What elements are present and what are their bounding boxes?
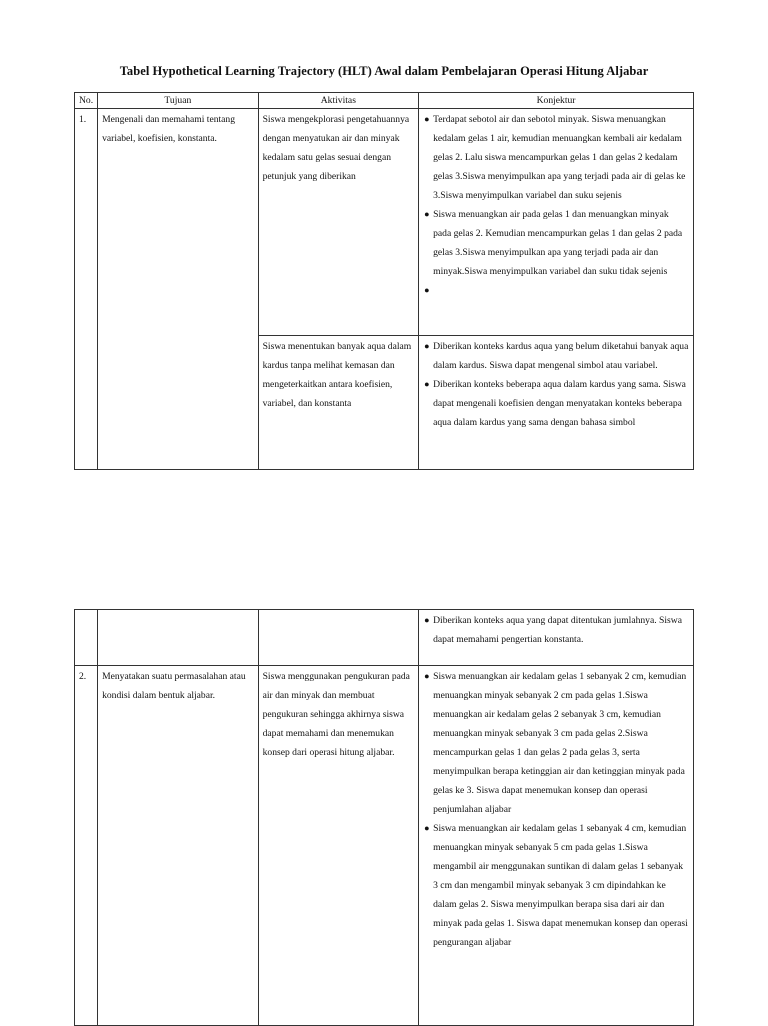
konjektur-list — [423, 110, 689, 300]
bullet-icon: ● — [424, 823, 430, 833]
hlt-table-page-2 — [74, 609, 694, 1026]
bullet-icon: ● — [424, 671, 430, 681]
list-item: ● Diberikan konteks beberapa aqua dalam kardus yang sama. Siswa dapat mengenali koefisien dengan menyatakan konteks beberapa aqua dalam kardus yang sama dengan bahasa simbol — [433, 375, 689, 432]
page-title: Tabel Hypothetical Learning Trajectory (HLT) Awal dalam Pembelajaran Operasi Hitung Aljabar — [119, 64, 649, 78]
konjektur-list — [423, 611, 689, 649]
bullet-icon: ● — [424, 615, 430, 625]
aktivitas-cell — [258, 610, 419, 666]
header-aktivitas: Aktivitas — [258, 93, 419, 109]
header-konjektur: Konjektur — [419, 93, 694, 109]
row-number: 1. — [75, 109, 98, 470]
tujuan-cell — [98, 610, 259, 666]
konjektur-cell — [419, 610, 694, 666]
aktivitas-cell: Siswa menggunakan pengukuran pada air dan minyak dan membuat pengukuran sehingga akhirnya siswa dapat memahami dan menemukan konsep dari operasi hitung aljabar. — [258, 666, 419, 1026]
list-item: ● Siswa menuangkan air pada gelas 1 dan menuangkan minyak pada gelas 2. Kemudian mencampurkan gelas 1 dan gelas 2 pada gelas 3.Siswa menyimpulkan apa yang terjadi pada air dan minyak.Siswa menyimpulkan variabel dan suku tidak sejenis — [433, 205, 689, 281]
bullet-icon: ● — [424, 341, 430, 351]
list-item: ● Terdapat sebotol air dan sebotol minyak. Siswa menuangkan kedalam gelas 1 air, kemudian menuangkan kembali air kedalam gelas 2. Lalu siswa mencampurkan gelas 1 dan gelas 2 kedalam gelas 3.Siswa menyimpulkan apa yang terjadi pada air di gelas ke 3.Siswa menyimpulkan variabel dan suku sejenis — [433, 110, 689, 205]
tujuan-cell: Mengenali dan memahami tentang variabel, koefisien, konstanta. — [98, 109, 259, 470]
bullet-icon: ● — [424, 285, 430, 295]
list-item: ● Siswa menuangkan air kedalam gelas 1 sebanyak 4 cm, kemudian menuangkan minyak sebanyak 5 cm pada gelas 1.Siswa mengambil air menggunakan suntikan di dalam gelas 1 sebanyak 3 cm dan mengambil minyak sebanyak 3 cm dipindahkan ke dalam gelas 2. Siswa menyimpulkan berapa sisa dari air dan minyak pada gelas 1. Siswa dapat menemukan konsep dan operasi pengurangan aljabar — [433, 819, 689, 952]
hlt-table-page-1 — [74, 92, 694, 470]
table-row — [75, 109, 694, 336]
bullet-icon: ● — [424, 379, 430, 389]
bullet-icon: ● — [424, 114, 430, 124]
row-number: 2. — [75, 666, 98, 1026]
konjektur-list — [423, 337, 689, 432]
list-item — [424, 281, 689, 300]
list-item: ● Siswa menuangkan air kedalam gelas 1 sebanyak 2 cm, kemudian menuangkan minyak sebanyak 2 cm pada gelas 1.Siswa menuangkan air kedalam gelas 2 sebanyak 3 cm, kemudian menuangkan minyak sebanyak 3 cm pada gelas 2.Siswa mencampurkan gelas 1 dan gelas 2 pada gelas 3, serta menyimpulkan berapa ketinggian air dan ketinggian minyak pada gelas ke 3. Siswa dapat menemukan konsep dan operasi penjumlahan aljabar — [433, 667, 689, 819]
aktivitas-cell: Siswa menentukan banyak aqua dalam kardus tanpa melihat kemasan dan mengeterkaitkan antara koefisien, variabel, dan konstanta — [258, 336, 419, 470]
konjektur-cell — [419, 666, 694, 1026]
table-header-row — [75, 93, 694, 109]
konjektur-cell — [419, 109, 694, 336]
header-no: No. — [75, 93, 98, 109]
konjektur-cell — [419, 336, 694, 470]
table-row — [75, 610, 694, 666]
tujuan-cell: Menyatakan suatu permasalahan atau kondisi dalam bentuk aljabar. — [98, 666, 259, 1026]
table-row — [75, 666, 694, 1026]
aktivitas-cell: Siswa mengekplorasi pengetahuannya dengan menyatukan air dan minyak kedalam satu gelas sesuai dengan petunjuk yang diberikan — [258, 109, 419, 336]
konjektur-list — [423, 667, 689, 952]
header-tujuan: Tujuan — [98, 93, 259, 109]
list-item: ● Diberikan konteks kardus aqua yang belum diketahui banyak aqua dalam kardus. Siswa dapat mengenal simbol atau variabel. — [433, 337, 689, 375]
row-number — [75, 610, 98, 666]
list-item: ● Diberikan konteks aqua yang dapat ditentukan jumlahnya. Siswa dapat memahami pengertian konstanta. — [433, 611, 689, 649]
bullet-icon: ● — [424, 209, 430, 219]
